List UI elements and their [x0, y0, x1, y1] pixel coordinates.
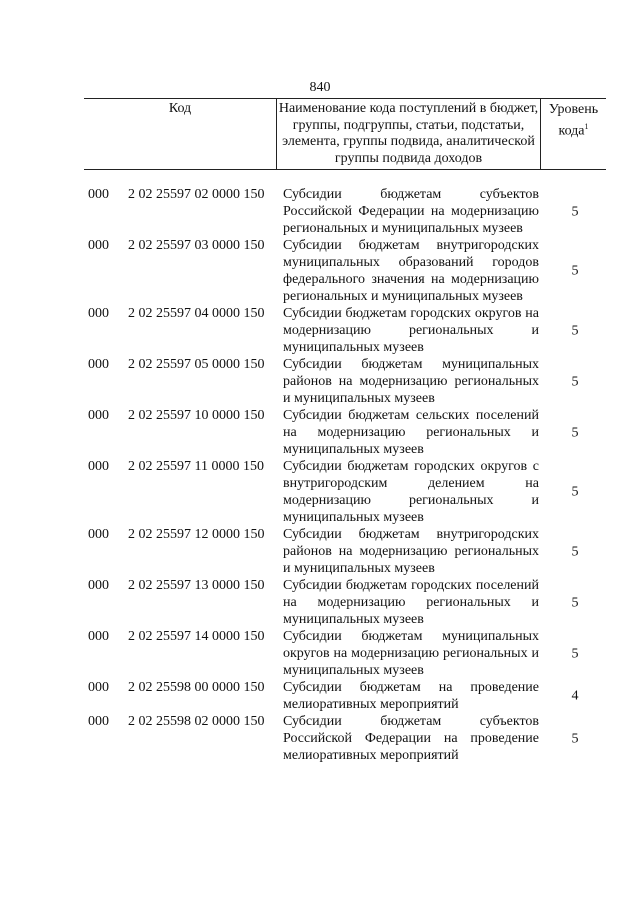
admin-code: 000 [88, 578, 109, 593]
table-row [0, 356, 640, 407]
code-level: 4 [571, 688, 579, 704]
income-name: Субсидии бюджетам городских округов с внутригородским делением на модернизацию региональных и муниципальных музеев [283, 459, 539, 525]
header-level [541, 99, 606, 169]
income-name: Субсидии бюджетам сельских поселений на модернизацию региональных и муниципальных музеев [283, 408, 539, 457]
header-level-label: Уровень кода [548, 102, 599, 139]
code-level: 5 [571, 263, 579, 279]
income-name: Субсидии бюджетам городских округов на модернизацию региональных и муниципальных музеев [283, 306, 539, 355]
admin-code: 000 [88, 459, 109, 474]
admin-code: 000 [88, 408, 109, 423]
table-row [0, 713, 640, 764]
header-level-footnote: 1 [584, 122, 589, 131]
table-row [0, 577, 640, 628]
table-row [0, 407, 640, 458]
code-level: 5 [571, 544, 579, 559]
admin-code: 000 [88, 629, 109, 644]
income-name: Субсидии бюджетам внутригородских районов на модернизацию региональных и муниципальных музеев [283, 527, 539, 576]
admin-code: 000 [88, 187, 109, 202]
income-name: Субсидии бюджетам на проведение мелиоративных мероприятий [283, 680, 539, 712]
code-level: 5 [571, 731, 579, 746]
table-body [0, 186, 640, 764]
income-code: 2 02 25597 05 0000 150 [128, 357, 265, 372]
income-name: Субсидии бюджетам субъектов Российской Федерации на модернизацию региональных и муниципальных музеев [283, 187, 539, 236]
table-row [0, 628, 640, 679]
header-name: Наименование кода поступлений в бюджет, группы, подгруппы, статьи, подстатьи, элемента, группы подвида, аналитической группы подвида доходов [277, 99, 541, 169]
code-level: 5 [571, 595, 579, 610]
admin-code: 000 [88, 680, 109, 695]
table-row [0, 458, 640, 526]
income-code: 2 02 25598 00 0000 150 [128, 680, 265, 695]
table-row [0, 305, 640, 356]
income-code: 2 02 25597 03 0000 150 [128, 238, 265, 253]
header-code: Код [84, 99, 277, 169]
table-header [84, 98, 606, 170]
table-row [0, 186, 640, 237]
admin-code: 000 [88, 238, 109, 253]
income-name: Субсидии бюджетам муниципальных районов на модернизацию региональных и муниципальных музеев [283, 357, 539, 406]
admin-code: 000 [88, 714, 109, 729]
income-code: 2 02 25597 13 0000 150 [128, 578, 265, 593]
income-code: 2 02 25598 02 0000 150 [128, 714, 265, 729]
table-row [0, 679, 640, 713]
income-name: Субсидии бюджетам городских поселений на модернизацию региональных и муниципальных музеев [283, 578, 539, 627]
income-code: 2 02 25597 14 0000 150 [128, 629, 265, 644]
admin-code: 000 [88, 306, 109, 321]
income-code: 2 02 25597 02 0000 150 [128, 187, 265, 202]
code-level: 5 [571, 484, 579, 500]
page-number: 840 [309, 80, 331, 95]
income-name: Субсидии бюджетам муниципальных округов на модернизацию региональных и муниципальных музеев [283, 629, 539, 678]
table-row [0, 237, 640, 305]
code-level: 5 [571, 323, 579, 338]
code-level: 5 [571, 374, 579, 389]
income-name: Субсидии бюджетам внутригородских муниципальных образований городов федерального значения на модернизацию региональных и муниципальных музеев [283, 238, 539, 304]
income-code: 2 02 25597 11 0000 150 [128, 459, 264, 474]
table-row [0, 526, 640, 577]
admin-code: 000 [88, 527, 109, 542]
income-code: 2 02 25597 10 0000 150 [128, 408, 265, 423]
income-code: 2 02 25597 12 0000 150 [128, 527, 265, 542]
code-level: 5 [571, 646, 579, 661]
income-name: Субсидии бюджетам субъектов Российской Федерации на проведение мелиоративных мероприятий [283, 714, 539, 763]
admin-code: 000 [88, 357, 109, 372]
code-level: 5 [571, 425, 579, 440]
income-code: 2 02 25597 04 0000 150 [128, 306, 265, 321]
code-level: 5 [571, 204, 579, 219]
